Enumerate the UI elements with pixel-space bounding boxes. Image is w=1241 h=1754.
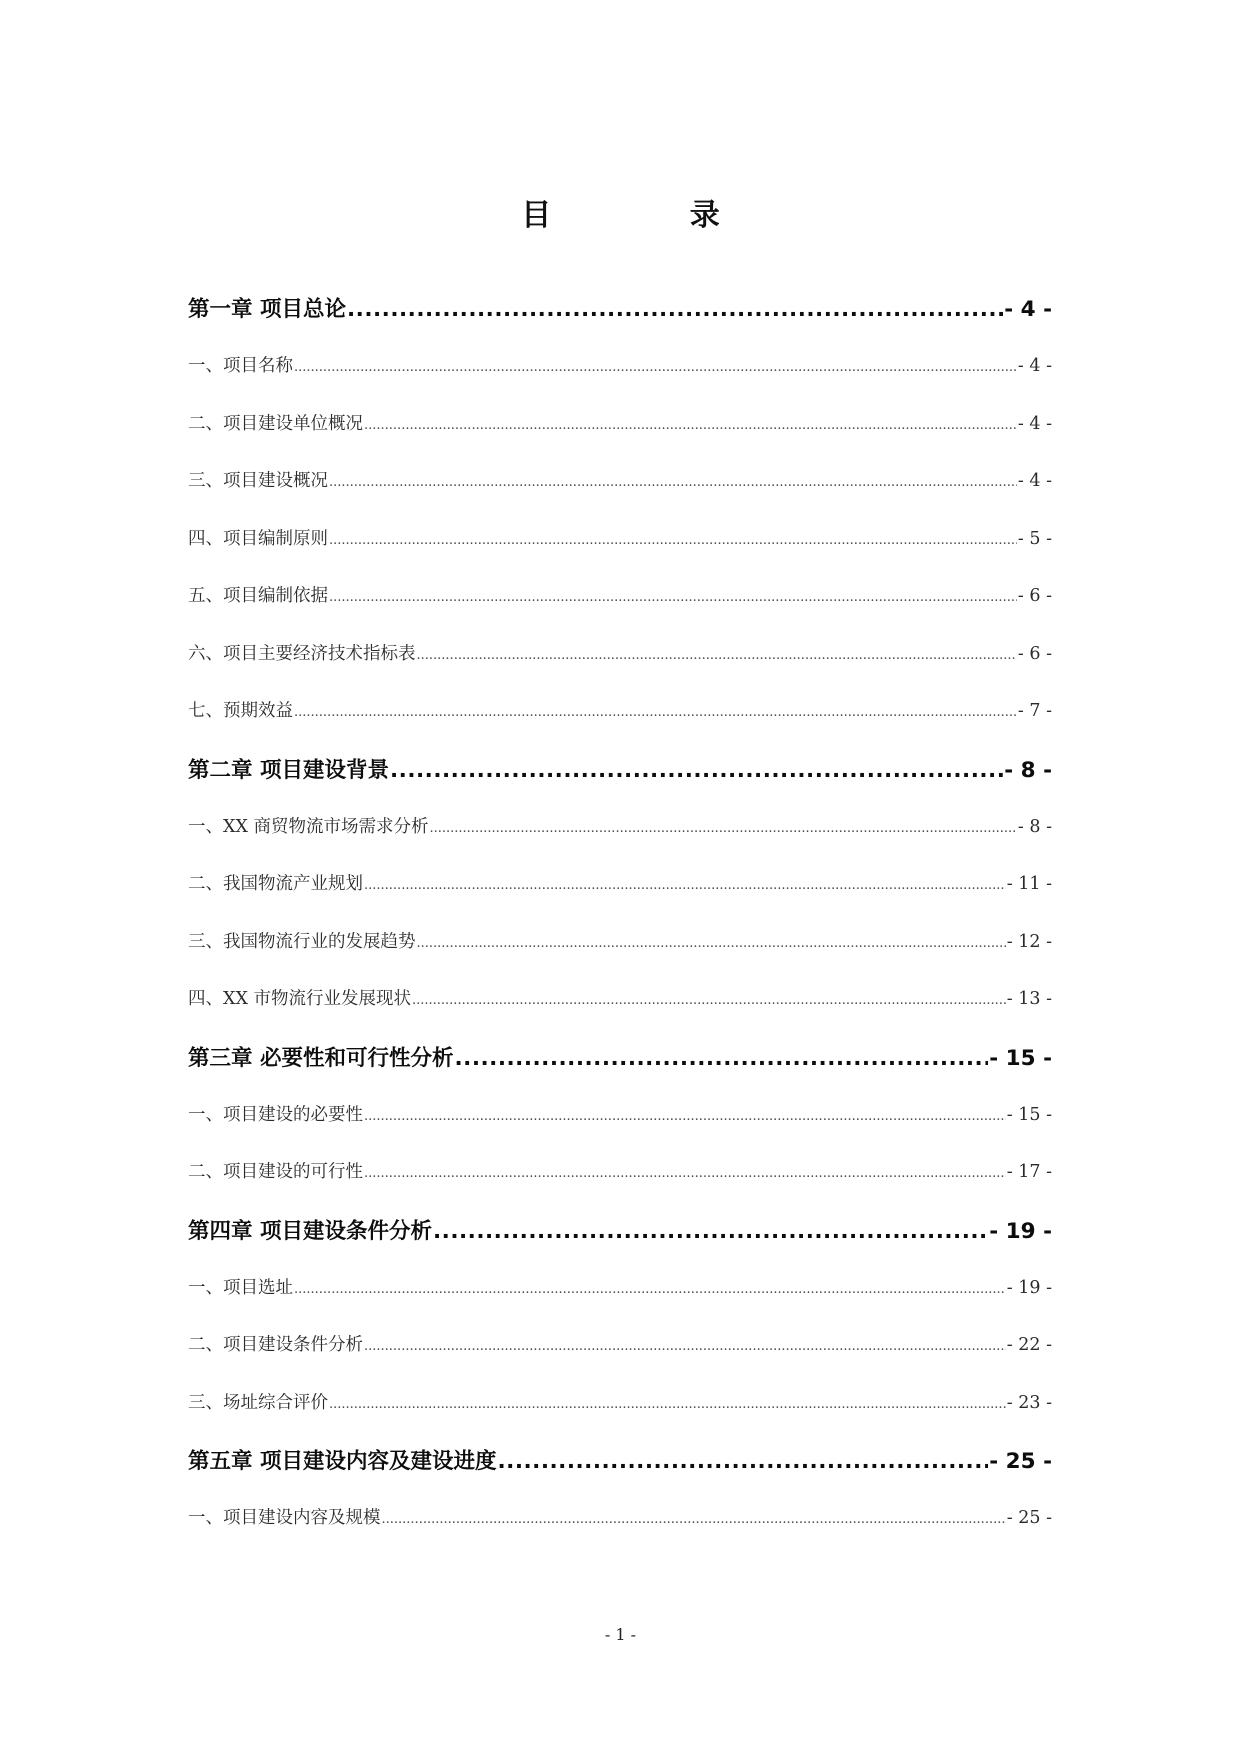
dot-leader	[417, 648, 1017, 663]
toc-section-entry[interactable]	[188, 1148, 1052, 1206]
toc-section-entry[interactable]	[188, 860, 1052, 918]
toc-entry-label: 一、项目选址	[188, 1277, 293, 1298]
dot-leader	[417, 936, 1006, 951]
toc-section-entry[interactable]	[188, 803, 1052, 861]
toc-entry-page-number: - 5 -	[1017, 528, 1052, 549]
toc-entry-label: 四、XX 市物流行业发展现状	[188, 989, 411, 1009]
dot-leader	[498, 1449, 989, 1474]
toc-entry-label: 第五章 项目建设内容及建设进度	[188, 1449, 497, 1474]
toc-section-entry[interactable]	[188, 687, 1052, 745]
toc-entry-page-number: - 6 -	[1017, 586, 1052, 606]
toc-entry-label: 四、项目编制原则	[188, 528, 328, 549]
dot-leader	[433, 1219, 988, 1244]
dot-leader	[382, 1512, 1006, 1527]
toc-entry-label: 三、我国物流行业的发展趋势	[188, 931, 416, 952]
toc-entry-page-number: - 19 -	[989, 1218, 1052, 1244]
toc-chapter-entry[interactable]	[188, 1436, 1052, 1494]
toc-entry-page-number: - 19 -	[1006, 1277, 1052, 1298]
toc-section-entry[interactable]	[188, 572, 1052, 630]
dot-leader	[347, 297, 1003, 322]
toc-entry-label: 一、项目建设内容及规模	[188, 1508, 381, 1528]
toc-section-entry[interactable]	[188, 400, 1052, 458]
dot-leader	[390, 758, 1003, 783]
toc-section-entry[interactable]	[188, 457, 1052, 515]
dot-leader	[364, 418, 1017, 433]
toc-entry-label: 七、预期效益	[188, 701, 293, 721]
toc-section-entry[interactable]	[188, 1379, 1052, 1437]
toc-entry-label: 第二章 项目建设背景	[188, 757, 389, 783]
toc-entry-page-number: - 11 -	[1006, 874, 1052, 894]
toc-entry-page-number: - 25 -	[989, 1449, 1052, 1474]
toc-entry-label: 第四章 项目建设条件分析	[188, 1218, 432, 1244]
toc-entry-page-number: - 8 -	[1017, 816, 1052, 837]
dot-leader	[455, 1046, 989, 1071]
dot-leader	[294, 705, 1017, 720]
toc-entry-label: 二、项目建设条件分析	[188, 1335, 363, 1355]
toc-chapter-entry[interactable]	[188, 284, 1052, 342]
toc-entry-page-number: - 13 -	[1006, 989, 1052, 1009]
toc-section-entry[interactable]	[188, 342, 1052, 400]
toc-chapter-entry[interactable]	[188, 1206, 1052, 1264]
toc-entry-label: 三、项目建设概况	[188, 471, 328, 491]
toc-section-entry[interactable]	[188, 1091, 1052, 1149]
toc-entry-label: 六、项目主要经济技术指标表	[188, 643, 416, 664]
toc-entry-page-number: - 4 -	[1017, 356, 1052, 376]
toc-entry-page-number: - 15 -	[989, 1045, 1052, 1071]
toc-entry-label: 一、XX 商贸物流市场需求分析	[188, 816, 429, 837]
page-title: 目 录	[521, 198, 784, 233]
dot-leader	[294, 1282, 1006, 1297]
dot-leader	[364, 1109, 1006, 1124]
toc-entry-label: 一、项目名称	[188, 356, 293, 376]
dot-leader	[329, 1397, 1006, 1412]
toc-entry-page-number: - 23 -	[1006, 1392, 1052, 1413]
toc-section-entry[interactable]	[188, 630, 1052, 688]
toc-entry-page-number: - 4 -	[1004, 297, 1052, 322]
dot-leader	[364, 1339, 1006, 1354]
dot-leader	[329, 475, 1017, 490]
dot-leader	[364, 1166, 1006, 1181]
toc-entry-label: 一、项目建设的必要性	[188, 1104, 363, 1125]
dot-leader	[294, 360, 1017, 375]
toc-section-entry[interactable]	[188, 1321, 1052, 1379]
toc-chapter-entry[interactable]	[188, 745, 1052, 803]
toc-section-entry[interactable]	[188, 515, 1052, 573]
toc-entry-page-number: - 12 -	[1006, 931, 1052, 952]
dot-leader	[329, 533, 1017, 548]
toc-entry-page-number: - 25 -	[1006, 1508, 1052, 1528]
toc-entry-page-number: - 8 -	[1004, 757, 1052, 783]
toc-entry-label: 二、项目建设单位概况	[188, 413, 363, 434]
dot-leader	[429, 821, 1016, 836]
dot-leader	[364, 878, 1006, 893]
toc-entry-page-number: - 15 -	[1006, 1104, 1052, 1125]
dot-leader	[412, 993, 1006, 1008]
toc-entry-page-number: - 7 -	[1017, 701, 1052, 721]
toc-entry-page-number: - 17 -	[1006, 1162, 1052, 1182]
toc-entry-page-number: - 4 -	[1017, 471, 1052, 491]
toc-entry-label: 第三章 必要性和可行性分析	[188, 1045, 454, 1071]
toc-section-entry[interactable]	[188, 918, 1052, 976]
page-number: - 1 -	[604, 1625, 637, 1644]
toc-entry-label: 第一章 项目总论	[188, 297, 346, 322]
toc-section-entry[interactable]	[188, 1264, 1052, 1322]
toc-chapter-entry[interactable]	[188, 1033, 1052, 1091]
toc-section-entry[interactable]	[188, 1494, 1052, 1552]
toc-entry-label: 五、项目编制依据	[188, 586, 328, 606]
dot-leader	[329, 590, 1017, 605]
toc-entry-label: 二、项目建设的可行性	[188, 1162, 363, 1182]
toc-section-entry[interactable]	[188, 975, 1052, 1033]
toc-entry-label: 三、场址综合评价	[188, 1392, 328, 1413]
table-of-contents	[188, 284, 1052, 1552]
toc-entry-label: 二、我国物流产业规划	[188, 874, 363, 894]
toc-entry-page-number: - 22 -	[1006, 1335, 1052, 1355]
toc-entry-page-number: - 4 -	[1017, 413, 1052, 434]
toc-entry-page-number: - 6 -	[1017, 643, 1052, 664]
